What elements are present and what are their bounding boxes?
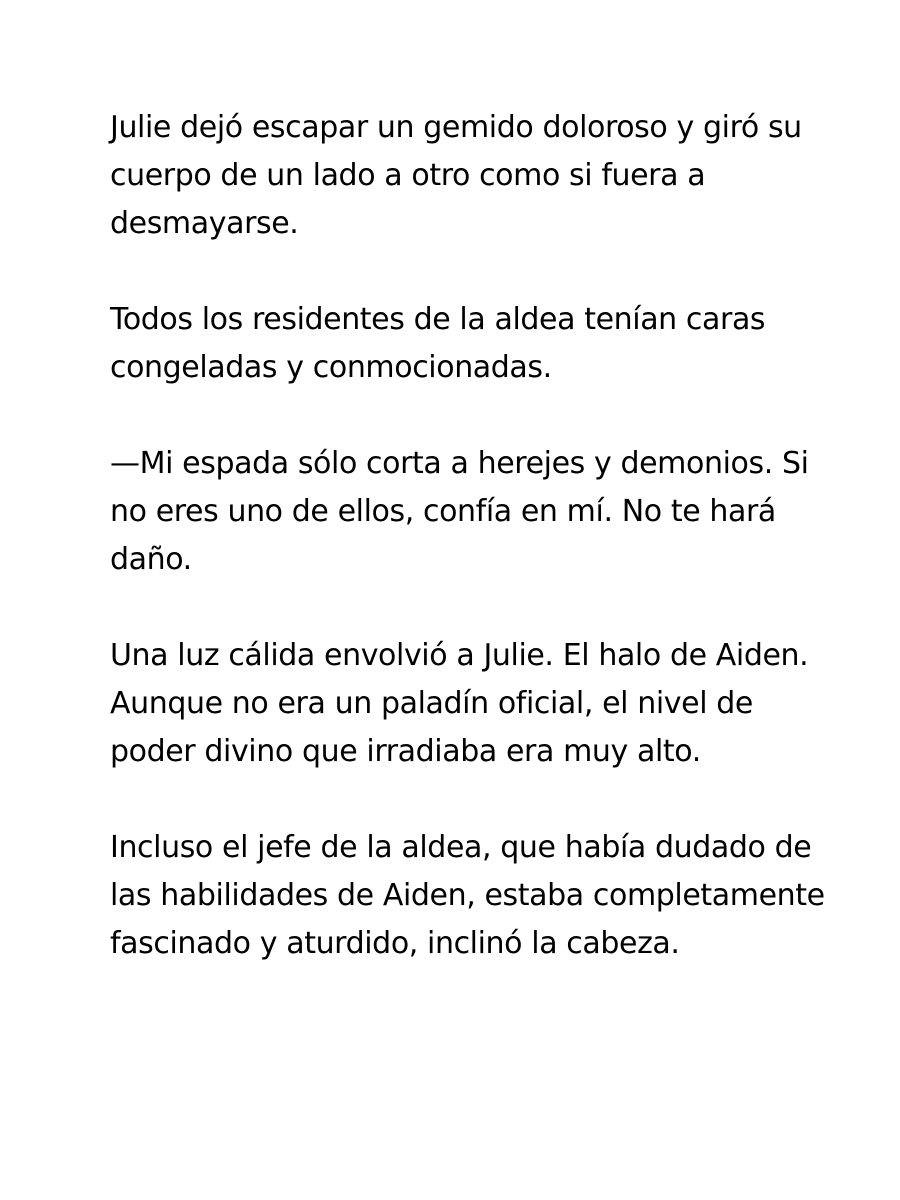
paragraph-5: Incluso el jefe de la aldea, que había dudado de las habilidades de Aiden, estaba completamente fascinado y aturdido, inclinó la cabeza. xyxy=(110,830,825,961)
paragraph-3: —Mi espada sólo corta a herejes y demonios. Si no eres uno de ellos, confía en mí. No te hará daño. xyxy=(110,446,809,577)
paragraph-4: Una luz cálida envolvió a Julie. El halo de Aiden. Aunque no era un paladín oficial, el nivel de poder divino que irradiaba era muy alto. xyxy=(110,638,809,769)
paragraph-2: Todos los residentes de la aldea tenían caras congeladas y conmocionadas. xyxy=(110,302,766,385)
paragraph-1: Julie dejó escapar un gemido doloroso y giró su cuerpo de un lado a otro como si fuera a desmayarse. xyxy=(110,110,802,241)
